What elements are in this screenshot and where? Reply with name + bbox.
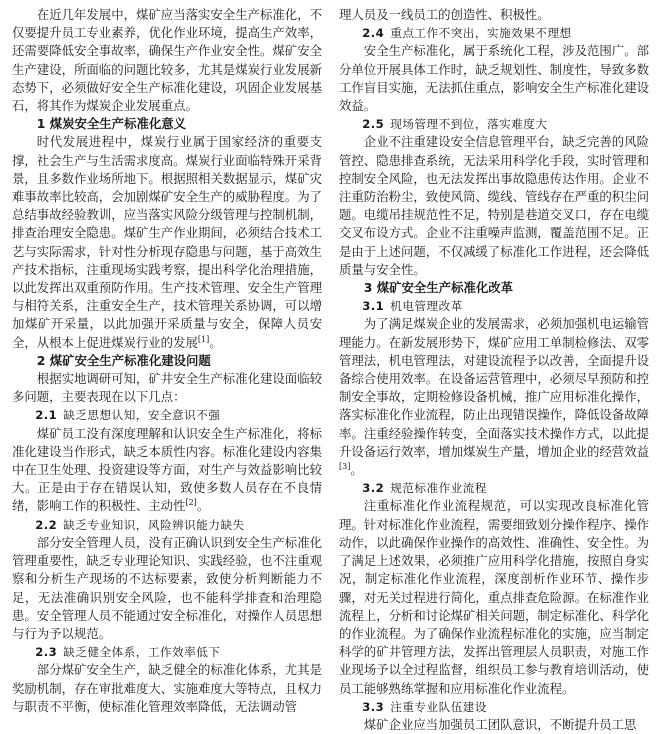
subsection-heading-2-4 [339, 24, 649, 42]
subsection-2-5-paragraph: 企业不注重建设安全信息管理平台，缺乏完善的风险管控、隐患排查系统，无法采用科学化手段，实时管理和控制安全风险，也无法发挥出事故隐患传达作用。企业不注重防治粉尘，致使风筒、缆线、管线存在严重的积尘问题。电缆吊挂规范性不足，特别是巷道交叉口，存在电缆交叉布设方式。企业不注重噪声监测，覆盖范围不足。正是由于上述问题，不仅减缓了标准化工作进程，还会降低质量与安全性。 [339, 134, 649, 277]
subsection-3-1-text: 为了满足煤炭企业的发展需求，必须加强机电运输管理能力。在新发展形势下，煤矿应用工单制检修法、双零管理法，机电管理法，对建设流程予以改善，全面提升设备综合使用效率。在设备运营管理中，必须尽早预防和控制安全事故，定期检修设备机械，推广应用标准化操作，落实标准化作业流程，防止出现错误操作，降低设备故障率。注重经验操作转变，全面落实技术操作方式，以此提升设备运行效率，增加煤炭生产量，增加企业的经营效益 [339, 316, 649, 459]
citation-1: [1] [197, 334, 210, 344]
subsection-number: 2.5 [362, 117, 385, 132]
subsection-number: 2.4 [362, 26, 385, 41]
subsection-number: 3.2 [362, 481, 385, 496]
section-2-intro: 根据实地调研可知，矿井安全生产标准化建设面临较多问题，主要表现在以下几点： [12, 371, 322, 405]
subsection-title: 规范标准作业流程 [390, 481, 487, 496]
right-column [339, 6, 649, 734]
subsection-title: 重点工作不突出，实施效果不理想 [390, 26, 572, 41]
subsection-2-1-text: 煤矿员工没有深度理解和认识安全生产标准化，将标准化建设当作形式，缺乏本质性内容。标准化建设内容集中在卫生处理、投资建设等方面，对生产与效益影响比较大。正是由于存在错误认知，致使多数人员存在不良情绪，影响工作的积极性、主动性 [12, 425, 322, 514]
subsection-number: 2.2 [35, 517, 58, 532]
subsection-title: 缺乏健全体系，工作效率低下 [63, 645, 221, 660]
subsection-number: 3.3 [362, 699, 385, 714]
subsection-3-1-paragraph [339, 315, 649, 479]
subsection-title: 注重专业队伍建设 [390, 699, 487, 714]
subsection-title: 缺乏思想认知，安全意识不强 [63, 408, 221, 423]
subsection-number: 2.3 [35, 645, 58, 660]
subsection-heading-3-3 [339, 698, 649, 716]
subsection-3-3-paragraph: 煤矿企业应当加强员工团队意识，不断提升员工思 [363, 716, 637, 732]
subsection-2-3-paragraph: 部分煤矿安全生产，缺乏健全的标准化体系，尤其是奖励机制，存在审批难度大、实施难度大等特点，且权力与职责不平衡，使标准化管理效率降低，无法调动管 [12, 662, 322, 714]
section-heading-3: 3 煤矿安全生产标准化改革 [363, 280, 514, 296]
subsection-number: 3.1 [362, 299, 385, 314]
subsection-number: 2.1 [35, 408, 58, 423]
citation-2: [2] [185, 498, 197, 508]
subsection-title: 机电管理改革 [390, 299, 463, 314]
subsection-2-1-paragraph [12, 425, 322, 516]
section-1-paragraph [12, 133, 322, 351]
left-column [12, 6, 322, 716]
citation-3: [3] [339, 461, 351, 471]
section-heading-1: 1 煤炭安全生产标准化意义 [36, 116, 187, 132]
subsection-2-1-end: 。 [196, 498, 210, 514]
subsection-heading-2-3 [12, 643, 322, 661]
subsection-3-2-paragraph: 注重标准化作业流程规范，可以实现改良标准化管理。针对标准化作业流程，需要细致划分操作程序、操作动作，以此确保作业操作的高效性、准确性、安全性。为了满足上述效果，必须推广应用科学化措施，按照自身实况，制定标准化作业流程，深度剖析作业环节、操作步骤，对无关过程进行简化，重点排查危险源。在标准作业流程上，分析和讨论煤矿相关问题，制定标准化、科学化的作业流程。为了确保作业流程标准化的实施，应当制定科学的矿井管理方法，发挥出管理层人员职责，对施工作业现场予以全过程监督，组织员工参与教育培训活动，使员工能够熟练掌握和应用标准化作业流程。 [339, 498, 649, 696]
subsection-2-4-paragraph: 安全生产标准化，属于系统化工程，涉及范围广。部分单位开展具体工作时，缺乏规划性、制度性，导致多数工作盲目实施，无法抓住重点，影响安全生产标准化建设效益。 [339, 43, 649, 114]
section-1-end: 。 [209, 334, 222, 350]
subsection-3-1-end: 。 [350, 462, 363, 478]
subsection-heading-3-1 [339, 297, 649, 315]
subsection-heading-2-2 [12, 516, 322, 534]
continued-paragraph: 理人员及一线员工的创造性、积极性。 [339, 7, 550, 22]
section-1-text: 时代发展进程中，煤炭行业属于国家经济的重要支撑，社会生产与生活需求度高。煤炭行业面临特殊开采背景，且多数作业场所地下。根据照相关数据显示，煤矿灾难事故率比较高，会加剧煤矿安全生产的威胁程度。为了总结事故经验教训，应当落实风险分级管理与控制机制，排查治理安全隐患。煤矿生产作业期间，必须结合技术工艺与实际需求，针对性分析现存隐患与问题，基于高效生产技术指标，注重现场实践考察，提出科学化治理措施，以此发挥出双重预防作用。生产技术管理、安全生产管理与相符关系，注重安全生产，技术管理关系协调，可以增加煤矿开采量，以此加强开采质量与安全，保障人员安全，从根本上促进煤炭行业的发展 [12, 134, 322, 350]
subsection-2-2-paragraph: 部分安全管理人员，没有正确认识到安全生产标准化管理重要性，缺乏专业理论知识、实践经验，也不注重观察和分析生产现场的不达标要素，致使分析判断能力不足，无法准确识别安全风险，也不能科学排查和治理隐患。安全管理人员不能通过安全标准化，对操作人员思想与行为予以规范。 [12, 534, 322, 641]
section-heading-2: 2 煤矿安全生产标准化建设问题 [36, 352, 211, 368]
intro-paragraph: 在近几年发展中，煤矿应当落实安全生产标准化，不仅要提升员工专业素养，优化作业环境，提高生产效率，还需要降低安全事故率，确保生产作业安全性。煤矿安全生产建设，所面临的问题比较多，尤其是煤炭行业发展新态势下，必须做好安全生产标准化建设，巩固企业发展基石，将其作为煤炭企业发展重点。 [12, 7, 322, 114]
subsection-heading-3-2 [339, 479, 649, 497]
subsection-title: 现场管理不到位，落实难度大 [390, 117, 548, 132]
subsection-title: 缺乏专业知识，风险辨识能力缺失 [63, 517, 245, 532]
subsection-heading-2-1 [12, 406, 322, 424]
subsection-heading-2-5 [339, 115, 649, 133]
